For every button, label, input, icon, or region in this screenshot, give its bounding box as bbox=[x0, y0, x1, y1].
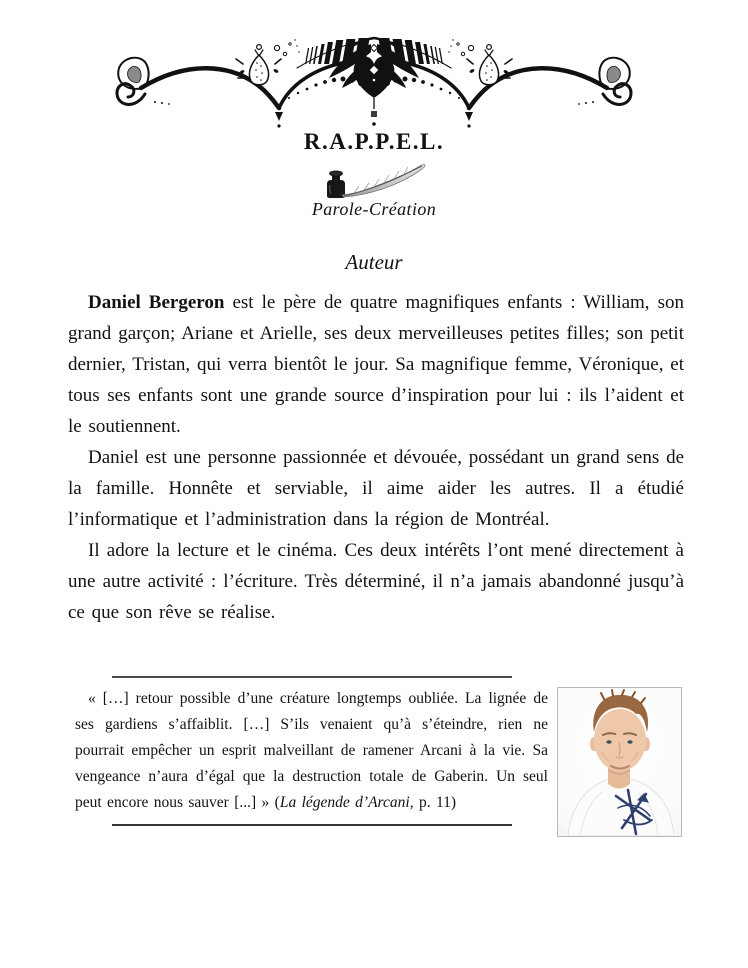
bio-paragraph-1-text: est le père de quatre magnifiques enfants : William, son grand garçon; Ariane et Arielle, ses deux merveilleuses petites filles; son petit dernier, Tristan, qui verra bientôt le jour. Sa magnifique femme, Véronique, et tous ses enfants sont une grande source d’inspiration pour lui : ils l’aident et le soutiennent. bbox=[68, 292, 684, 438]
excerpt-source-title: La légende d’Arcani bbox=[279, 794, 410, 811]
divider-bottom bbox=[112, 824, 512, 826]
ornament-flourish-icon bbox=[109, 36, 639, 128]
publisher-name: R.A.P.P.E.L. bbox=[303, 129, 445, 154]
author-name: Daniel Bergeron bbox=[88, 292, 225, 314]
excerpt-text bbox=[75, 686, 548, 816]
divider-top bbox=[112, 676, 512, 678]
excerpt-quote: « […] retour possible d’une créature longtemps oubliée. La lignée de ses gardiens s’affaiblit. […] S’ils venaient qu’à s’éteindre, rien ne pourrait empêcher un esprit malveillant de ramener Arcani à la vie. Sa vengeance n’aura d’égal que la destruction totale de Gaberin. Un seul peut encore nous sauver [...] » ( bbox=[75, 690, 548, 811]
book-excerpt bbox=[75, 676, 548, 826]
quill-inkwell-logo-icon bbox=[318, 157, 430, 199]
bio-paragraph-2: Daniel est une personne passionnée et dévouée, possédant un grand sens de la famille. Honnête et serviable, il aime aider les autres. Il a étudié l’informatique et l’administration dans la région de Montréal. bbox=[68, 447, 684, 531]
excerpt-page-ref: , p. 11) bbox=[409, 794, 457, 811]
bio-paragraph-1 bbox=[68, 287, 684, 442]
author-bio bbox=[68, 287, 684, 628]
author-portrait-image bbox=[558, 688, 681, 836]
author-photo bbox=[557, 687, 682, 837]
page-title: Auteur bbox=[345, 250, 403, 275]
bio-paragraph-3: Il adore la lecture et le cinéma. Ces deux intérêts l’ont mené directement à une autre activité : l’écriture. Très déterminé, il n’a jamais abandonné jusqu’à ce que son rêve se réalise. bbox=[68, 540, 684, 624]
publisher-header bbox=[0, 36, 748, 220]
publisher-tagline: Parole-Création bbox=[311, 199, 437, 220]
